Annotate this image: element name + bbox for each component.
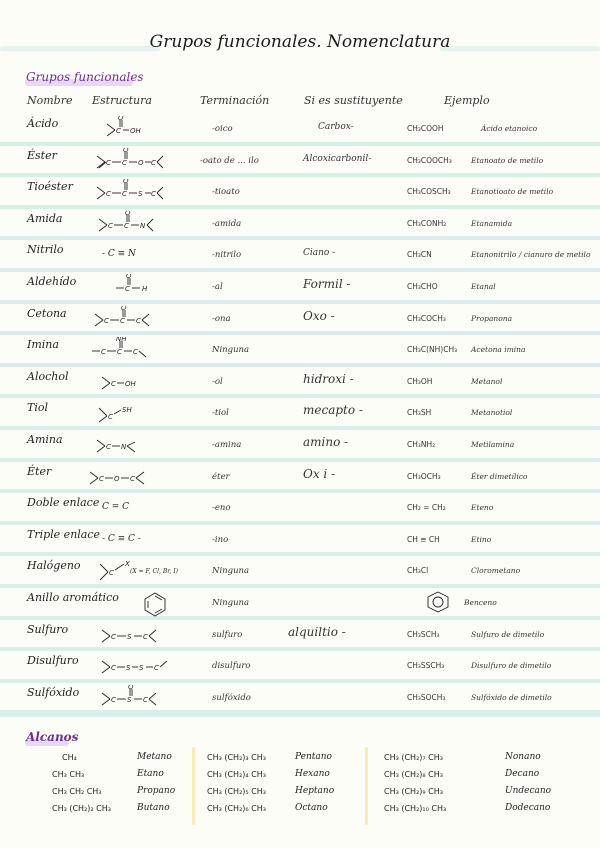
svg-text:C: C — [111, 379, 116, 388]
alkane-formula: CH₃ (CH₂)₅ CH₃ — [207, 787, 266, 796]
group-name: Amina — [27, 433, 63, 446]
svg-text:O: O — [123, 147, 129, 154]
group-example: Metanotiol — [471, 408, 513, 418]
group-structure: - C ≡ C - — [102, 533, 141, 544]
group-name: Doble enlace — [27, 496, 100, 510]
group-example: Acetona imina — [471, 345, 526, 355]
svg-text:OH: OH — [125, 379, 136, 388]
group-name: Imina — [27, 338, 59, 352]
header-example: Ejemplo — [444, 94, 490, 107]
group-formula: CH₃SSCH₃ — [407, 661, 445, 671]
group-row — [0, 462, 600, 494]
group-structure — [95, 432, 175, 460]
group-structure: - C ≡ N — [102, 249, 136, 260]
alkane-name: Octano — [295, 803, 328, 813]
svg-text:C: C — [104, 316, 109, 325]
svg-text:C: C — [136, 316, 141, 325]
group-row — [0, 272, 600, 304]
svg-text:C: C — [120, 316, 125, 325]
svg-text:C: C — [124, 221, 129, 230]
group-name: Alochol — [27, 369, 69, 383]
alkanes-divider — [0, 713, 600, 717]
group-name: Sulfuro — [27, 622, 69, 636]
svg-text:C: C — [143, 695, 148, 704]
svg-text:S: S — [138, 190, 143, 199]
group-row — [0, 209, 600, 241]
group-substituent: hidroxi - — [303, 371, 354, 386]
group-name: Halógeno — [27, 559, 81, 573]
svg-text:C: C — [106, 190, 111, 199]
group-name: Triple enlace — [27, 527, 101, 541]
group-row — [0, 146, 600, 178]
group-termination: éter — [212, 471, 230, 482]
group-substituent: Carbox- — [318, 122, 354, 132]
svg-text:C: C — [154, 664, 159, 673]
group-structure — [112, 274, 192, 302]
svg-text:O: O — [128, 684, 134, 691]
group-name: Disulfuro — [27, 654, 79, 668]
group-row — [0, 651, 600, 683]
group-row — [0, 398, 600, 430]
group-row — [0, 620, 600, 652]
alkane-formula: CH₃ (CH₂)₉ CH₃ — [384, 787, 443, 796]
group-substituent: Oxo - — [303, 308, 335, 323]
group-row — [0, 335, 600, 367]
svg-text:S: S — [127, 695, 132, 704]
svg-text:C: C — [130, 474, 135, 483]
group-substituent: Formil - — [303, 277, 351, 291]
svg-text:O: O — [138, 158, 144, 167]
group-row — [0, 430, 600, 462]
alkane-name: Butano — [137, 803, 170, 813]
alkanes-column-line-2 — [365, 747, 368, 825]
group-name: Anillo aromático — [27, 591, 119, 604]
svg-text:O: O — [125, 210, 131, 217]
group-formula: CH ≡ CH — [407, 534, 440, 544]
svg-text:C: C — [111, 632, 116, 641]
page-title: Grupos funcionales. Nomenclatura — [149, 32, 451, 52]
svg-text:S: S — [139, 664, 144, 673]
group-formula: CH₃SH — [407, 408, 432, 418]
group-row — [0, 114, 600, 146]
group-example: Benceno — [464, 598, 497, 607]
section-groups-label: Grupos funcionales — [26, 70, 144, 84]
group-formula: CH₃Cl — [407, 566, 429, 576]
group-structure: C = C — [102, 502, 130, 513]
group-termination: -oico — [212, 124, 233, 134]
alkane-formula: CH₃ (CH₂)₈ CH₃ — [384, 770, 443, 779]
svg-text:O: O — [121, 305, 127, 312]
group-structure — [88, 464, 168, 492]
header-name: Nombre — [27, 94, 73, 107]
group-example: Propanona — [471, 313, 513, 323]
group-termination: Ninguna — [212, 566, 250, 577]
group-structure — [95, 400, 175, 428]
group-example: Etanoato de metilo — [471, 155, 544, 165]
group-termination: disulfuro — [212, 661, 251, 672]
header-substituent: Si es sustituyente — [304, 94, 403, 107]
svg-text:SH: SH — [122, 406, 132, 415]
structure-note: (X = F, Cl, Br, I) — [130, 568, 178, 576]
alkane-name: Propano — [137, 786, 176, 796]
group-formula: CH₃CHO — [407, 282, 438, 291]
alkane-formula: CH₃ (CH₂)₇ CH₃ — [384, 753, 443, 762]
svg-text:O: O — [123, 179, 129, 186]
svg-text:C: C — [106, 158, 111, 167]
group-example: Etanonitrilo / cianuro de metilo — [471, 250, 591, 260]
svg-text:C: C — [109, 569, 114, 578]
group-example: Sulfóxido de dimetilo — [471, 692, 552, 702]
group-formula: CH₃COOCH₃ — [407, 155, 452, 165]
group-row — [0, 683, 600, 715]
group-example: Metilamina — [471, 440, 515, 449]
group-formula: CH₃COOH — [407, 124, 444, 133]
group-formula: CH₃SOCH₃ — [407, 692, 446, 702]
alkane-formula: CH₃ (CH₂)₁₀ CH₃ — [384, 804, 447, 813]
group-termination: sulfuro — [212, 629, 243, 640]
svg-text:C: C — [151, 190, 156, 199]
group-example: Sulfuro de dimetilo — [471, 629, 545, 639]
group-name: Ácido — [27, 117, 59, 130]
group-substituent: Ciano - — [303, 248, 336, 259]
group-termination: -nitrilo — [212, 250, 242, 261]
alkane-name: Hexano — [295, 769, 330, 779]
group-structure — [100, 685, 180, 713]
section-alkanes-label: Alcanos — [26, 730, 79, 744]
svg-text:C: C — [108, 413, 113, 422]
group-name: Nitrilo — [27, 243, 64, 257]
group-formula: CH₃COCH₃ — [407, 313, 446, 323]
alkane-formula: CH₃ CH₃ — [52, 770, 85, 779]
svg-text:C: C — [111, 695, 116, 704]
group-row — [0, 240, 600, 272]
group-example: Éter dimetílico — [471, 471, 528, 481]
group-example: Clorometano — [471, 566, 521, 576]
group-structure — [95, 179, 175, 207]
group-structure — [90, 337, 170, 365]
group-example: Etanamida — [471, 218, 513, 228]
alkane-name: Dodecano — [505, 803, 551, 813]
svg-text:OH: OH — [130, 127, 141, 135]
alkane-name: Pentano — [295, 752, 332, 762]
svg-text:C: C — [151, 158, 156, 167]
group-structure — [103, 116, 183, 144]
svg-text:H: H — [142, 285, 148, 293]
group-substituent: mecapto - — [303, 403, 363, 418]
group-substituent: alquiltio - — [288, 624, 346, 639]
group-name: Éter — [27, 464, 52, 478]
group-termination: Ninguna — [212, 598, 250, 608]
group-termination: -eno — [212, 503, 231, 514]
group-name: Tiol — [27, 401, 48, 415]
group-termination: -tiol — [212, 408, 229, 419]
group-structure — [98, 369, 178, 397]
svg-text:C: C — [106, 443, 111, 451]
group-structure — [100, 622, 180, 650]
svg-text:S: S — [127, 632, 132, 641]
alkane-formula: CH₃ CH₂ CH₃ — [52, 787, 102, 796]
svg-text:S: S — [126, 664, 131, 673]
svg-text:N: N — [140, 221, 146, 230]
alkane-formula: CH₃ (CH₂)₃ CH₃ — [207, 753, 266, 762]
group-row — [0, 556, 600, 588]
alkane-formula: CH₄ — [62, 753, 77, 762]
alkane-name: Heptano — [295, 786, 335, 796]
group-structure — [93, 306, 173, 334]
group-example: Eteno — [471, 503, 494, 513]
group-termination: -amina — [212, 440, 242, 450]
group-name: Sulfóxido — [27, 685, 80, 699]
svg-text:C: C — [117, 348, 122, 357]
alkane-name: Undecano — [505, 786, 552, 796]
group-example: Ácido etanoico — [481, 124, 538, 133]
svg-text:C: C — [116, 127, 121, 135]
group-substituent: amino - — [303, 435, 349, 449]
group-example: Metanol — [471, 376, 503, 386]
group-termination: -tioato — [212, 187, 240, 198]
group-name: Tioéster — [27, 180, 73, 194]
svg-text:C: C — [108, 221, 113, 230]
alkane-formula: CH₃ (CH₂)₄ CH₃ — [207, 770, 266, 779]
svg-text:C: C — [122, 158, 127, 167]
alkane-formula: CH₃ (CH₂)₆ CH₃ — [207, 804, 266, 813]
group-row — [0, 304, 600, 336]
group-structure — [100, 653, 180, 681]
svg-text:C: C — [133, 348, 138, 357]
svg-text:N: N — [121, 443, 127, 451]
group-example: Etanal — [471, 282, 496, 291]
group-substituent: Ox i - — [303, 466, 336, 481]
alkane-name: Decano — [505, 769, 540, 779]
alkane-formula: CH₃ (CH₂)₂ CH₃ — [52, 804, 111, 813]
group-row — [0, 367, 600, 399]
group-example: Etanotioato de metilo — [471, 187, 554, 197]
svg-text:NH: NH — [116, 337, 127, 344]
group-termination: -ona — [212, 313, 231, 324]
svg-text:O: O — [114, 474, 120, 483]
group-name: Éster — [27, 148, 57, 162]
group-formula: CH₃C(NH)CH₃ — [407, 345, 458, 355]
group-formula: CH₃OH — [407, 376, 433, 386]
group-name: Aldehído — [27, 275, 77, 288]
svg-text:O: O — [118, 116, 124, 122]
svg-text:C: C — [111, 664, 116, 673]
alkanes-column-line-1 — [192, 747, 195, 825]
group-termination: -ino — [212, 534, 229, 545]
group-formula: CH₃CN — [407, 250, 432, 260]
group-termination: -oato de ... ilo — [200, 155, 259, 166]
svg-text:C: C — [122, 190, 127, 199]
group-row — [0, 177, 600, 209]
group-structure — [95, 148, 175, 176]
header-termination: Terminación — [200, 94, 270, 107]
header-structure: Estructura — [92, 94, 152, 107]
group-termination: -al — [212, 282, 223, 292]
group-formula: CH₃CONH₂ — [407, 218, 447, 228]
svg-text:O: O — [126, 274, 132, 280]
group-name: Amida — [27, 211, 63, 225]
group-formula: CH₃COSCH₃ — [407, 187, 451, 197]
group-row — [0, 493, 600, 525]
alkane-name: Metano — [137, 752, 172, 762]
group-termination: -ol — [212, 376, 223, 387]
svg-text:C: C — [99, 474, 104, 483]
group-termination: -amida — [212, 218, 242, 229]
group-termination: sulfóxido — [212, 692, 251, 703]
alkane-name: Etano — [137, 769, 164, 779]
group-structure — [97, 211, 177, 239]
group-formula: CH₃SCH₃ — [407, 629, 440, 639]
alkane-name: Nonano — [505, 752, 541, 762]
group-example: Disulfuro de dimetilo — [471, 661, 552, 671]
svg-text:X: X — [125, 560, 130, 569]
benzene-ring-icon — [140, 590, 220, 618]
group-row — [0, 588, 600, 620]
group-termination: Ninguna — [212, 345, 250, 356]
group-row — [0, 525, 600, 557]
group-substituent: Alcoxicarbonil- — [303, 153, 372, 164]
group-example: Etino — [471, 534, 492, 544]
svg-text:C: C — [143, 632, 148, 641]
benzene-ring-icon — [425, 590, 451, 616]
svg-text:C: C — [125, 285, 130, 293]
group-formula: CH₃OCH₃ — [407, 471, 441, 481]
group-name: Cetona — [27, 306, 67, 320]
svg-text:C: C — [101, 348, 106, 357]
group-formula: CH₂ = CH₂ — [407, 503, 446, 513]
group-formula: CH₃NH₂ — [407, 440, 436, 449]
